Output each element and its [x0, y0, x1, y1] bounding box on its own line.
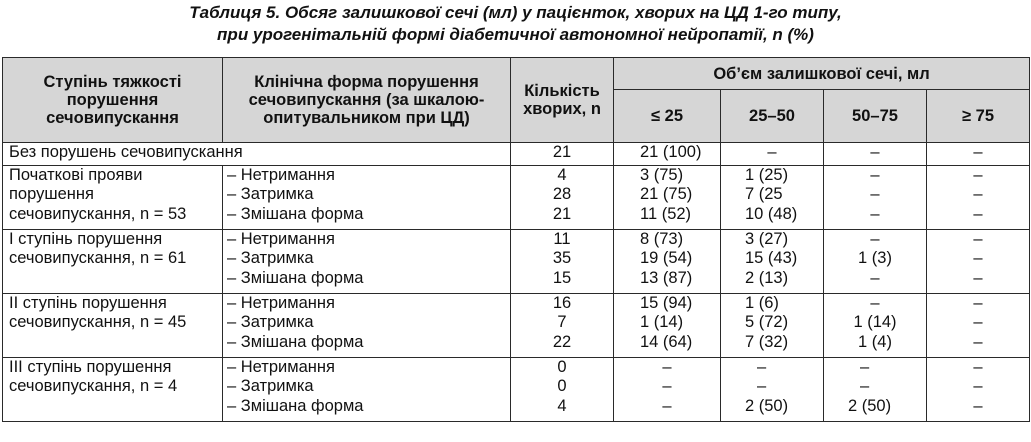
- volume-ge75-cell: [927, 230, 1030, 294]
- volume-value: 7 (25: [745, 185, 783, 204]
- count-cell: [511, 230, 614, 294]
- volume-50-75-cell: [824, 166, 927, 230]
- volume-value: –: [973, 294, 983, 312]
- volume-value: –: [973, 249, 983, 268]
- volume-le25-cell: [614, 294, 721, 358]
- count-cell: [511, 143, 614, 166]
- count-cell: [511, 358, 614, 422]
- volume-value: –: [973, 268, 983, 287]
- volume-value: –: [870, 166, 880, 184]
- volume-25-50-cell: [721, 166, 824, 230]
- volume-value: 19 (54): [640, 249, 693, 268]
- volume-value: 1 (25): [745, 166, 789, 184]
- stage-label: ІІІ ступінь порушення: [9, 358, 172, 376]
- count-value: 28: [552, 185, 572, 204]
- volume-le25-cell: [614, 143, 721, 166]
- form-label: – Змішана форма: [227, 396, 364, 415]
- volume-value: –: [662, 358, 672, 376]
- form-label: – Нетримання: [227, 230, 335, 248]
- volume-value: 8 (73): [640, 230, 684, 248]
- form-label: – Затримка: [227, 377, 314, 396]
- volume-value: –: [860, 358, 870, 376]
- volume-value: 11 (52): [640, 204, 692, 223]
- volume-value: –: [973, 396, 983, 415]
- volume-value: –: [973, 377, 983, 396]
- form-label: – Змішана форма: [227, 268, 364, 287]
- volume-value: 3 (27): [745, 230, 789, 248]
- volume-50-75-cell: [824, 358, 927, 422]
- form-label: – Нетримання: [227, 294, 335, 312]
- volume-value: 7 (32): [745, 332, 789, 351]
- table-row: [3, 166, 1030, 230]
- volume-25-50-cell: [721, 294, 824, 358]
- count-value: 0: [557, 377, 567, 396]
- stage-cell: [3, 358, 223, 422]
- volume-value: 13 (87): [640, 268, 693, 287]
- volume-le25-cell: [614, 166, 721, 230]
- stage-label: сечовипускання, n = 53: [9, 204, 187, 223]
- table-row: [3, 143, 1030, 166]
- header-volume-ge75: ≥ 75: [927, 90, 1030, 143]
- form-label: – Нетримання: [227, 358, 335, 376]
- stage-label: порушення: [9, 185, 94, 204]
- count-value: 15: [552, 268, 572, 287]
- volume-50-75-cell: [824, 230, 927, 294]
- volume-value: –: [870, 268, 880, 287]
- residual-urine-table: [2, 57, 1030, 422]
- volume-ge75-cell: [927, 143, 1030, 166]
- stage-cell: [3, 143, 511, 166]
- stage-label: Початкові прояви: [9, 166, 143, 184]
- form-label: – Затримка: [227, 185, 314, 204]
- volume-value: 1 (4): [858, 332, 892, 351]
- volume-value: –: [973, 230, 983, 248]
- form-cell: [223, 230, 511, 294]
- volume-value: 2 (50): [848, 396, 892, 415]
- volume-ge75-cell: [927, 358, 1030, 422]
- volume-value: 21 (75): [640, 185, 693, 204]
- stage-label: сечовипускання, n = 4: [9, 377, 178, 396]
- volume-le25-cell: [614, 358, 721, 422]
- count-value: 4: [557, 396, 567, 415]
- volume-value: 1 (3): [858, 249, 892, 268]
- volume-25-50-cell: [721, 358, 824, 422]
- volume-value: 15 (94): [640, 294, 693, 312]
- volume-value: 3 (75): [640, 166, 684, 184]
- table-row: [3, 358, 1030, 422]
- volume-value: –: [870, 185, 880, 204]
- volume-value: –: [973, 185, 983, 204]
- volume-50-75-cell: [824, 294, 927, 358]
- count-value: 21: [552, 204, 572, 223]
- volume-ge75-cell: [927, 294, 1030, 358]
- volume-value: 5 (72): [745, 313, 789, 332]
- form-label: – Затримка: [227, 313, 314, 332]
- form-label: – Змішана форма: [227, 332, 364, 351]
- table-row: [3, 294, 1030, 358]
- count-cell: [511, 166, 614, 230]
- count-value: 11: [553, 230, 571, 248]
- volume-value: –: [870, 294, 880, 312]
- volume-value: –: [870, 204, 880, 223]
- stage-label: І ступінь порушення: [9, 230, 163, 248]
- count-value: 0: [557, 358, 567, 376]
- table-caption: [0, 2, 1031, 46]
- form-cell: [223, 358, 511, 422]
- stage-label: ІІ ступінь порушення: [9, 294, 167, 312]
- header-form: Клінічна форма порушення сечовипускання (за шкалою-опитувальником при ЦД): [223, 58, 511, 143]
- volume-value: –: [973, 313, 983, 332]
- volume-value: –: [973, 143, 983, 161]
- volume-value: 15 (43): [745, 249, 798, 268]
- table-row: [3, 230, 1030, 294]
- volume-value: 2 (13): [745, 268, 789, 287]
- stage-label: Без порушень сечовипускання: [9, 143, 243, 161]
- volume-value: –: [870, 230, 880, 248]
- header-volume-25-50: 25–50: [721, 90, 824, 143]
- volume-value: 2 (50): [745, 396, 789, 415]
- header-volume-le25: ≤ 25: [614, 90, 721, 143]
- volume-value: 1 (14): [640, 313, 684, 332]
- count-value: 16: [552, 294, 572, 312]
- count-value: 22: [552, 332, 572, 351]
- form-label: – Змішана форма: [227, 204, 364, 223]
- volume-value: 21 (100): [640, 143, 702, 161]
- count-value: 7: [557, 313, 567, 332]
- stage-label: сечовипускання, n = 45: [9, 313, 187, 332]
- volume-value: 1 (6): [745, 294, 779, 312]
- volume-value: –: [860, 377, 870, 396]
- volume-value: –: [973, 204, 983, 223]
- header-volume-group: Об’єм залишкової сечі, мл: [614, 58, 1030, 90]
- header-count: Кількість хворих, n: [511, 58, 614, 143]
- volume-ge75-cell: [927, 166, 1030, 230]
- caption-line-1: Таблиця 5. Обсяг залишкової сечі (мл) у пацієнток, хворих на ЦД 1-го типу,: [189, 3, 842, 22]
- volume-value: –: [767, 143, 777, 161]
- count-cell: [511, 294, 614, 358]
- stage-cell: [3, 166, 223, 230]
- volume-value: –: [870, 143, 880, 161]
- count-value: 21: [552, 143, 572, 161]
- volume-value: 14 (64): [640, 332, 693, 351]
- volume-25-50-cell: [721, 143, 824, 166]
- stage-cell: [3, 230, 223, 294]
- volume-le25-cell: [614, 230, 721, 294]
- form-cell: [223, 166, 511, 230]
- volume-value: 10 (48): [745, 204, 798, 223]
- header-stage: Ступінь тяжкості порушення сечовипускання: [3, 58, 223, 143]
- volume-value: 1 (14): [853, 313, 897, 332]
- volume-value: –: [757, 358, 767, 376]
- volume-value: –: [973, 332, 983, 351]
- volume-50-75-cell: [824, 143, 927, 166]
- header-volume-50-75: 50–75: [824, 90, 927, 143]
- caption-line-2: при урогенітальній формі діабетичної автономної нейропатії, n (%): [217, 25, 814, 44]
- form-label: – Затримка: [227, 249, 314, 268]
- volume-value: –: [662, 377, 672, 396]
- count-value: 35: [552, 249, 572, 268]
- stage-cell: [3, 294, 223, 358]
- volume-value: –: [662, 396, 672, 415]
- stage-label: сечовипускання, n = 61: [9, 249, 187, 268]
- form-label: – Нетримання: [227, 166, 335, 184]
- volume-value: –: [757, 377, 767, 396]
- count-value: 4: [557, 166, 567, 184]
- form-cell: [223, 294, 511, 358]
- volume-25-50-cell: [721, 230, 824, 294]
- volume-value: –: [973, 358, 983, 376]
- volume-value: –: [973, 166, 983, 184]
